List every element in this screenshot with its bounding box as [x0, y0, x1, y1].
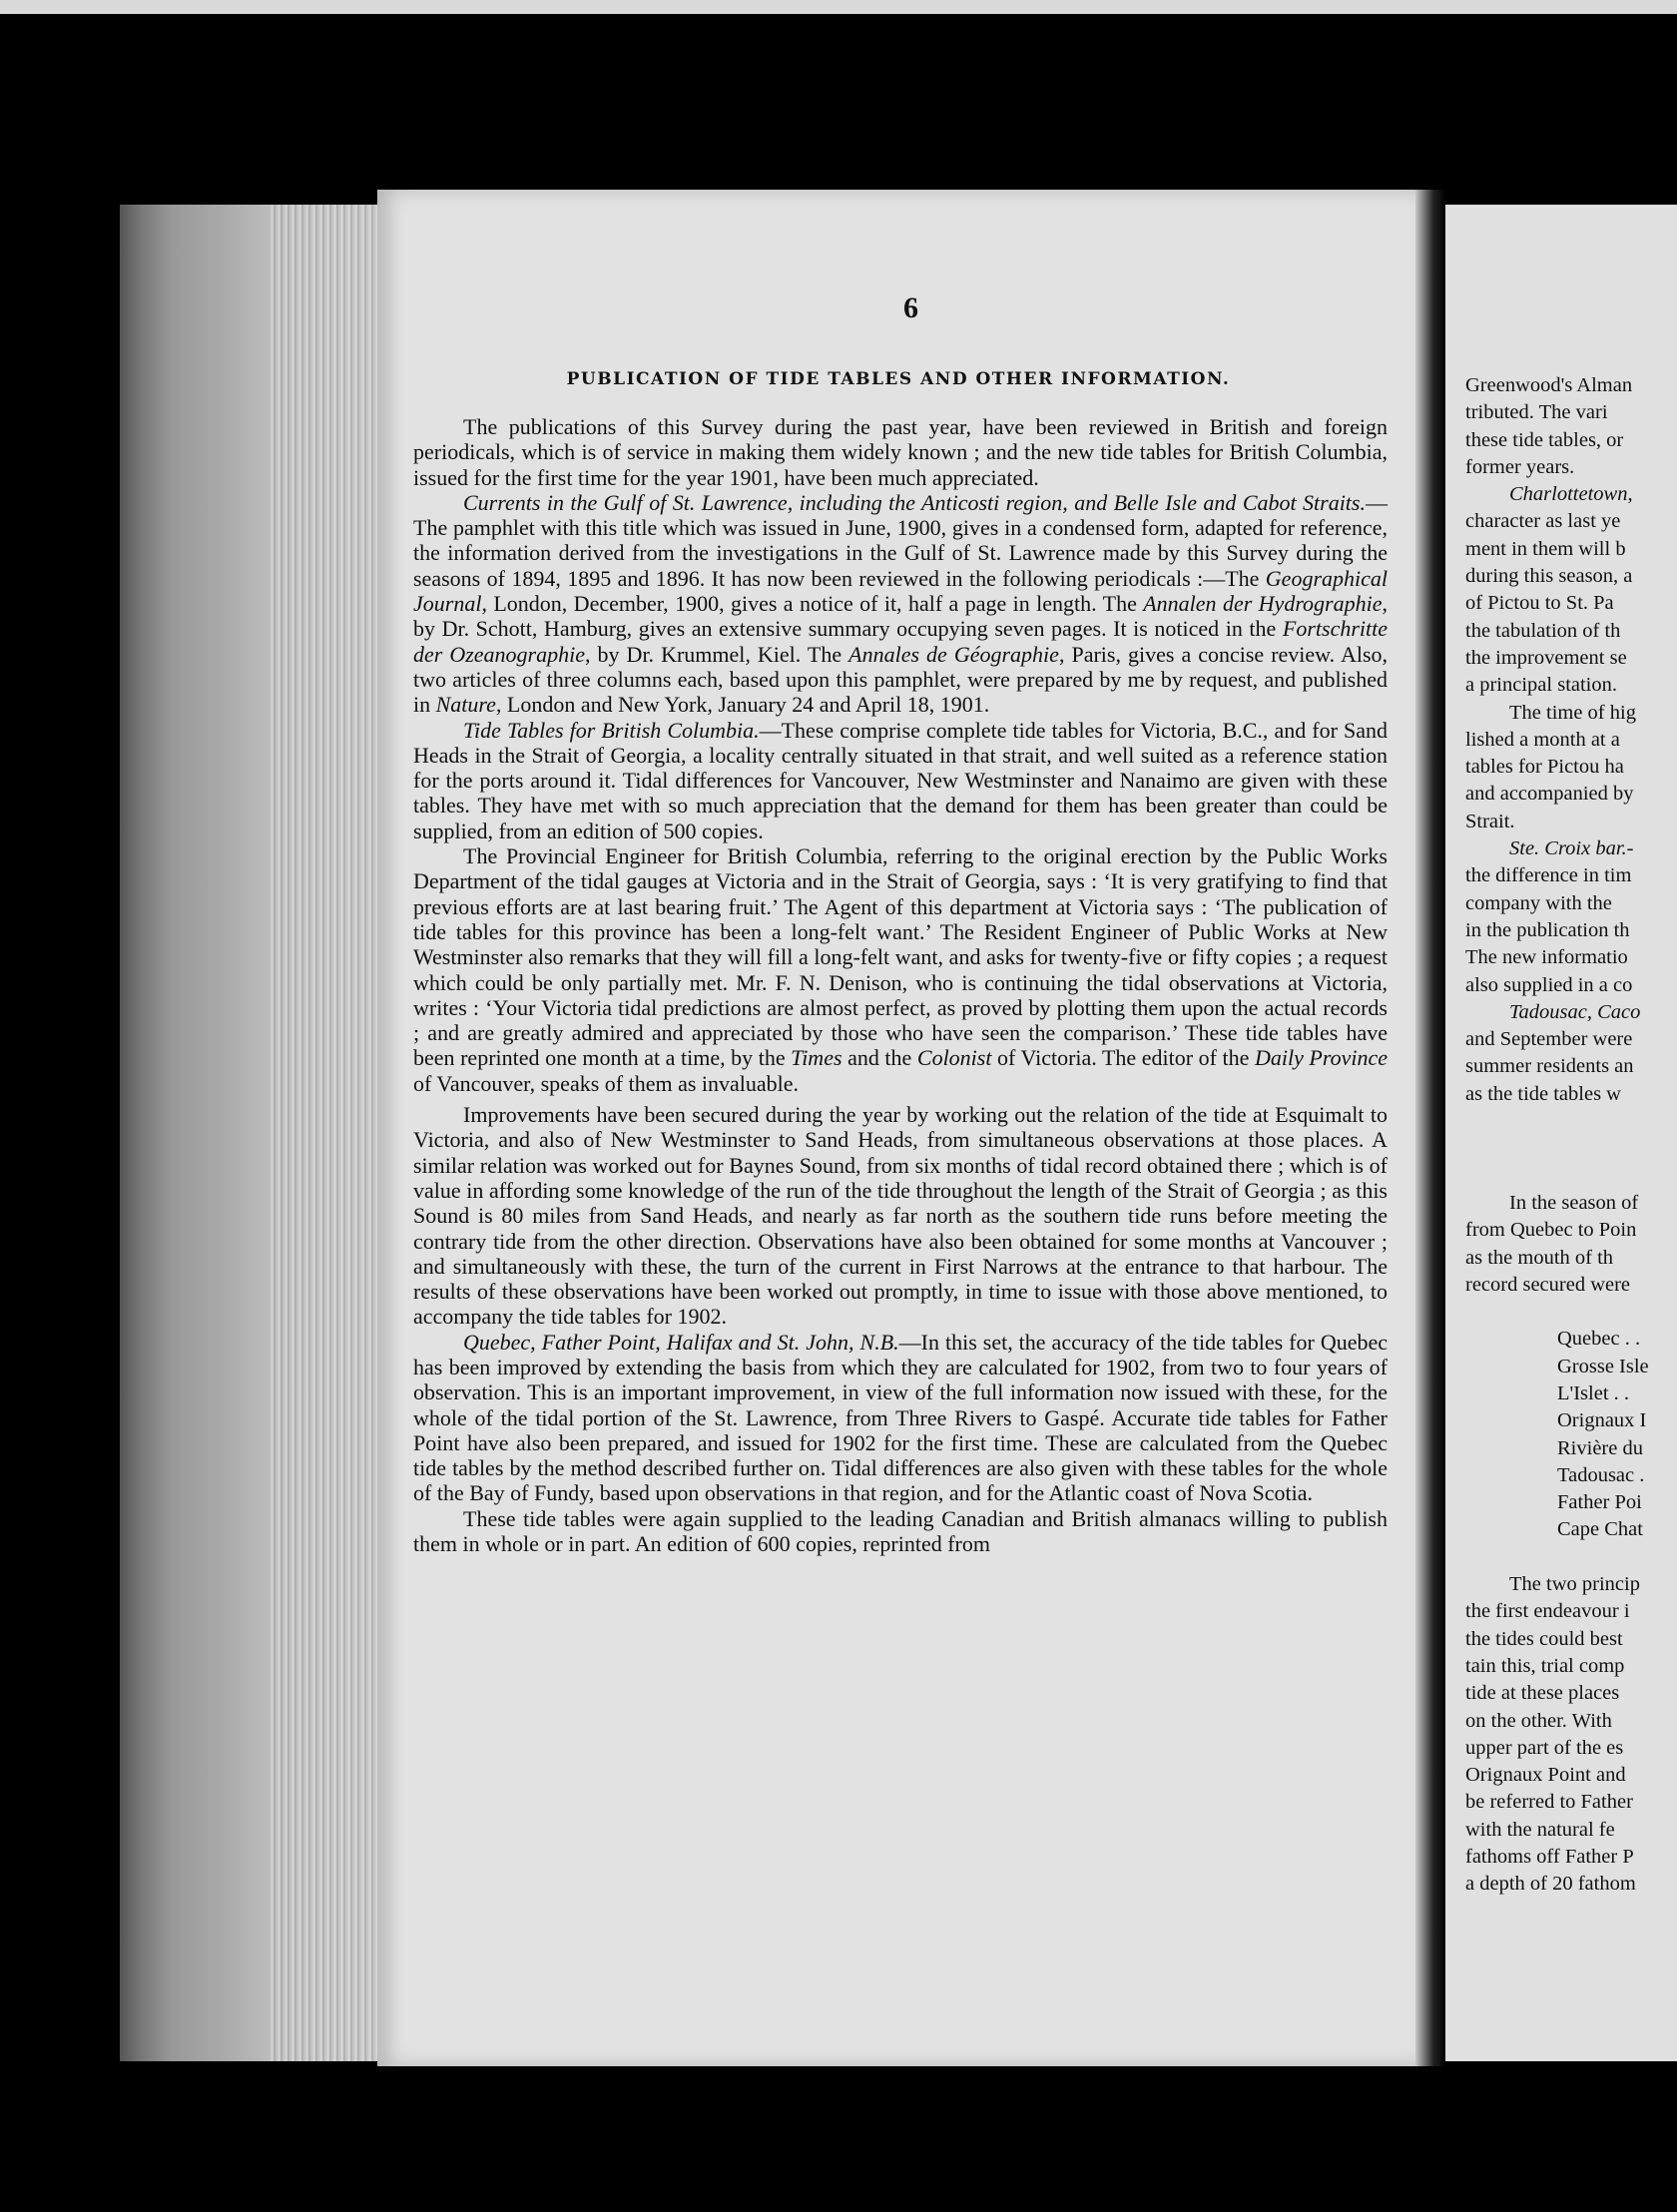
paragraph-almanacs: These tide tables were again supplied to the leading Canadian and British almanacs willing to publish them in whole or in part. An edition of 600 copies, reprinted from — [413, 1505, 1388, 1557]
paragraph-publications: The publications of this Survey during the past year, have been reviewed in British and foreign periodicals, which is of service in making them widely known ; and the new tide tables for British Columbia, issued for the first time for the year 1901, have been much appreciated. — [413, 414, 1388, 490]
right-page-line: The time of hig — [1509, 701, 1636, 724]
main-body-text — [413, 414, 1388, 1556]
right-page-line: the first endeavour i — [1465, 1600, 1630, 1623]
right-page-line: on the other. With — [1465, 1709, 1612, 1732]
paragraph-title: Tide Tables for British Columbia. — [463, 717, 760, 743]
right-page-line: ment in them will b — [1465, 537, 1626, 560]
right-page-line — [1465, 1135, 1677, 1162]
right-page-line: a principal station. — [1465, 674, 1617, 697]
right-page-line: as the mouth of th — [1465, 1246, 1614, 1269]
right-page-line: Orignaux I — [1557, 1409, 1647, 1432]
right-page-text — [1465, 372, 1677, 1899]
page-number: 6 — [903, 291, 918, 324]
right-page-line: Grosse Isle — [1557, 1355, 1649, 1378]
right-page-line: the tabulation of th — [1465, 619, 1621, 642]
right-page-line: during this season, a — [1465, 565, 1633, 588]
right-page-line: the difference in tim — [1465, 864, 1632, 887]
paragraph-improvements: Improvements have been secured during the year by working out the relation of the tide at Esquimalt to Victoria, and also of New Westminster to Sand Heads, from simultaneous observations at those places. A similar relation was worked out for Baynes Sound, from six months of tidal record obtained there ; which is of value in affording some knowledge of the run of the tide throughout the length of the Strait of Georgia ; as this Sound is 80 miles from Sand Heads, and nearly as far north as the southern tide runs before meeting the contrary tide from the other direction. Observations have also been obtained for some months at Vancouver ; and simultaneously with these, the turn of the current in First Narrows at the entrance to that harbour. The results of these observations have been worked out promptly, in time to issue with those above mentioned, to accompany the tide tables for 1902. — [413, 1102, 1388, 1330]
right-page-line: these tide tables, or — [1465, 428, 1624, 451]
right-page-line: tide at these places — [1465, 1682, 1620, 1705]
paragraph-quebec: Quebec, Father Point, Halifax and St. John, N.B.—In this set, the accuracy of the tide tables for Quebec has been improved by extending the basis from which they are calculated for 1902, from two to four years of observation. This is an important improvement, in view of the full information now issued with these, for the whole of the tidal portion of the St. Lawrence, from Three Rivers to Gaspé. Accurate tide tables for Father Point have also been prepared, and issued for 1902 for the first time. These are calculated from the Quebec tide tables by the method described further on. Tidal differences are also given with these tables for the whole of the Bay of Fundy, based upon observations in that region, and for the Atlantic coast of Nova Scotia. — [413, 1329, 1389, 1506]
right-page-line: with the natural fe — [1465, 1818, 1615, 1841]
right-page-line — [1465, 1163, 1677, 1190]
right-page-line: be referred to Father — [1465, 1791, 1633, 1814]
section-heading: PUBLICATION OF TIDE TABLES AND OTHER INFORMATION. — [566, 369, 1231, 389]
right-page-line: summer residents an — [1465, 1055, 1634, 1078]
right-page-line: tributed. The vari — [1465, 401, 1608, 424]
paragraph-currents: Currents in the Gulf of St. Lawrence, including the Anticosti region, and Belle Isle and Cabot Straits.—The pamphlet with this title which was issued in June, 1900, gives in a condensed form, adapted for reference, the information derived from the investigations in the Gulf of St. Lawrence made by this Survey during the seasons of 1894, 1895 and 1896. It has now been reviewed in the following periodicals :—The Geographical Journal, London, December, 1900, gives a notice of it, half a page in length. The Annalen der Hydrographie, by Dr. Schott, Hamburg, gives an extensive summary occupying seven pages. It is noticed in the Fortschritte der Ozeanographie, by Dr. Krummel, Kiel. The Annales de Géographie, Paris, gives a concise review. Also, two articles of three columns each, based upon this pamphlet, were prepared by me by request, and published in Nature, London and New York, January 24 and April 18, 1901. — [413, 489, 1389, 718]
right-page-line: record secured were — [1465, 1273, 1631, 1296]
right-page-line: Tadousac, Caco — [1509, 1000, 1641, 1023]
right-page-line: and September were — [1465, 1028, 1633, 1051]
right-page-line: upper part of the es — [1465, 1736, 1624, 1759]
paragraph-title: Currents in the Gulf of St. Lawrence, including the Anticosti region, and Belle Isle and Cabot Straits. — [463, 489, 1366, 515]
right-page-line: The new informatio — [1465, 946, 1628, 969]
right-page-line: Ste. Croix bar.- — [1509, 837, 1634, 860]
paragraph-title: Quebec, Father Point, Halifax and St. John, N.B. — [463, 1329, 899, 1355]
right-page-line: Orignaux Point and — [1465, 1764, 1626, 1787]
right-page-line: tables for Pictou ha — [1465, 756, 1624, 779]
right-page-line: The two princip — [1509, 1573, 1640, 1596]
book-page-edges — [120, 205, 379, 2061]
paragraph-tide-tables-bc: Tide Tables for British Columbia.—These comprise complete tide tables for Victoria, B.C., and for Sand Heads in the Strait of Georgia, a locality centrally situated in that strait, and well suited as a reference station for the ports around it. Tidal differences for Vancouver, New Westminster and Nanaimo are given with these tables. They have met with so much appreciation that the demand for them has been greater than could be supplied, from an edition of 500 copies. — [413, 717, 1388, 843]
right-page-line: Rivière du — [1557, 1436, 1643, 1459]
right-page-line: lished a month at a — [1465, 728, 1620, 751]
right-page-line — [1465, 1544, 1677, 1571]
scan-top-strip — [0, 0, 1677, 14]
right-page-line: as the tide tables w — [1465, 1082, 1621, 1105]
right-page-line: Cape Chat — [1557, 1518, 1643, 1541]
right-page-line: the improvement se — [1465, 646, 1627, 669]
right-page-line: Strait. — [1465, 810, 1515, 832]
right-page-line — [1465, 1299, 1677, 1326]
paragraph-provincial-engineer: The Provincial Engineer for British Columbia, referring to the original erection by the Public Works Department of the tidal gauges at Victoria and in the Strait of Georgia, says : ‘It is very gratifying to find that previous efforts are at last bearing fruit.’ The Agent of this department at Victoria says : ‘The publication of tide tables for this province has been a long-felt want.’ The Resident Engineer of Public Works at New Westminster also remarks that they will fill a long-felt want, and asks for twenty-five or fifty copies ; a request which could be only partially met. Mr. F. N. Denison, who is continuing the tidal observations at Victoria, writes : ‘Your Victoria tidal predictions are almost perfect, as proved by plotting them upon the actual records ; and are greatly admired and appreciated by those who have seen the comparison.’ These tide tables have been reprinted one month at a time, by the Times and the Colonist of Victoria. The editor of the Daily Province of Vancouver, speaks of them as invaluable. — [413, 843, 1389, 1096]
right-page-line: L'Islet . . — [1557, 1382, 1630, 1404]
right-page-line: and accompanied by — [1465, 783, 1634, 806]
right-page-line: Quebec . . — [1557, 1328, 1641, 1351]
right-page-line: fathoms off Father P — [1465, 1846, 1634, 1869]
right-page-line: company with the — [1465, 891, 1612, 914]
right-page-line: former years. — [1465, 455, 1575, 478]
right-page-line: Charlottetown, — [1509, 483, 1633, 506]
right-page-line: of Pictou to St. Pa — [1465, 592, 1614, 615]
right-page-line: also supplied in a co — [1465, 973, 1633, 996]
right-page-line: in the publication th — [1465, 918, 1630, 941]
right-page-line: a depth of 20 fathom — [1465, 1873, 1636, 1896]
right-page-line: character as last ye — [1465, 510, 1621, 533]
right-page-line: tain this, trial comp — [1465, 1654, 1625, 1677]
page-edge-lines — [270, 205, 379, 2061]
right-page-line: Father Poi — [1557, 1491, 1642, 1514]
right-page-line — [1465, 1108, 1677, 1135]
right-page-line: the tides could best — [1465, 1627, 1623, 1650]
right-page-line: from Quebec to Poin — [1465, 1219, 1637, 1242]
right-page-line: Tadousac . — [1557, 1463, 1645, 1486]
right-page-line: In the season of — [1509, 1191, 1639, 1214]
book-gutter — [1415, 190, 1445, 2066]
right-page-line: Greenwood's Alman — [1465, 374, 1633, 396]
